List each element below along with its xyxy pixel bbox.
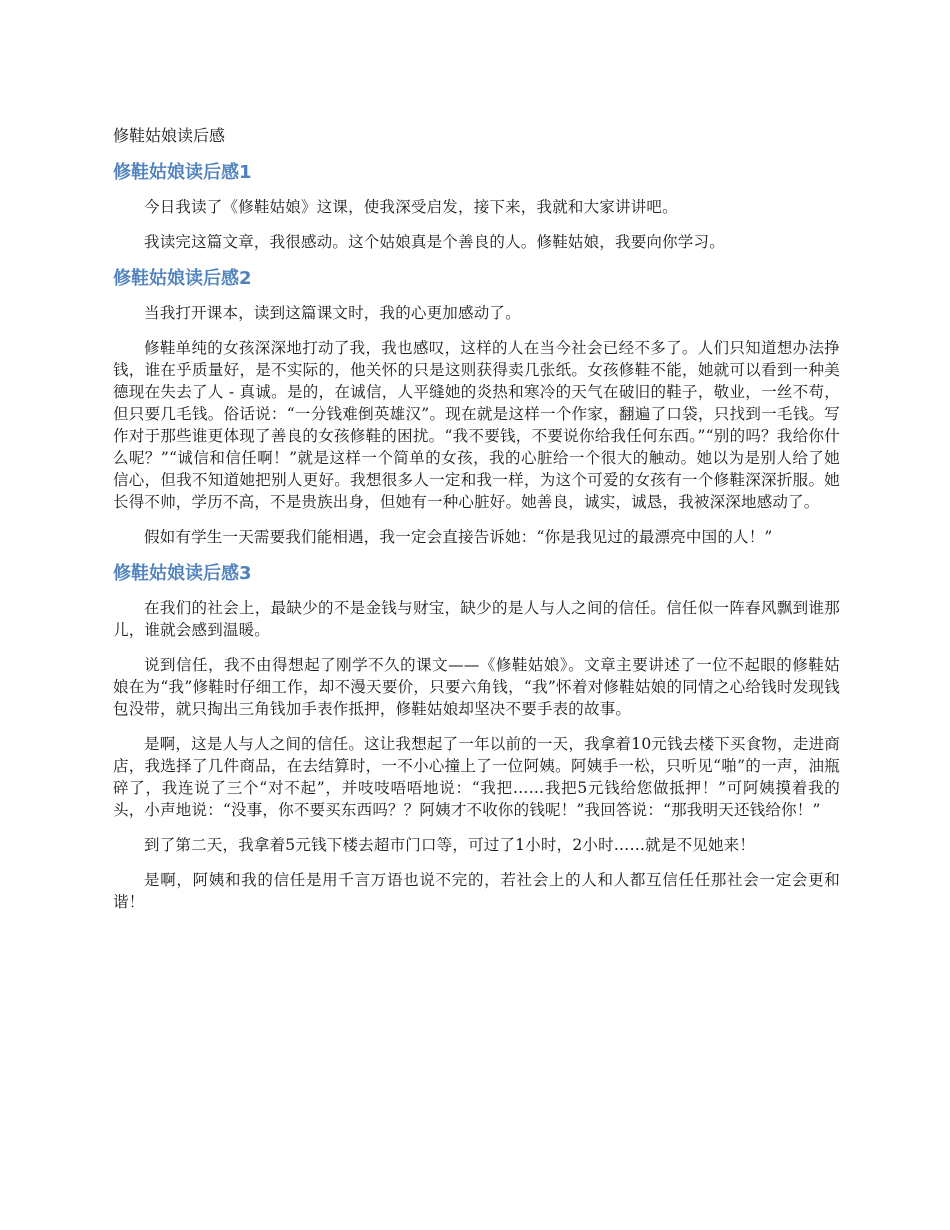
paragraph: 我读完这篇文章，我很感动。这个姑娘真是个善良的人。修鞋姑娘，我要向你学习。 bbox=[144, 233, 725, 251]
section-1 bbox=[113, 160, 840, 253]
paragraph: 在我们的社会上，最缺少的不是金钱与财宝，缺少的是人与人之间的信任。信任似一阵春风飘到谁那儿，谁就会感到温暖。 bbox=[113, 599, 840, 639]
paragraph: 说到信任，我不由得想起了刚学不久的课文——《修鞋姑娘》。文章主要讲述了一位不起眼的修鞋姑娘在为“我”修鞋时仔细工作，却不漫天要价，只要六角钱，“我”怀着对修鞋姑娘的同情之心给钱时发现钱包没带，就只掏出三角钱加手表作抵押，修鞋姑娘却坚决不要手表的故事。 bbox=[113, 656, 840, 718]
document-title: 修鞋姑娘读后感 bbox=[113, 126, 226, 145]
paragraph: 是啊，这是人与人之间的信任。这让我想起了一年以前的一天，我拿着10元钱去楼下买食物，走进商店，我选择了几件商品，在去结算时，一不小心撞上了一位阿姨。阿姨手一松，只听见“啪”的一声，油瓶碎了，我连说了三个“对不起”，并吱吱唔唔地说：“我把……我把5元钱给您做抵押！”可阿姨摸着我的头，小声地说：“没事，你不要买东西吗？？阿姨才不收你的钱呢！”我回答说：“那我明天还钱给你！” bbox=[113, 735, 840, 819]
section-3 bbox=[113, 561, 840, 913]
section-heading: 修鞋姑娘读后感1 bbox=[113, 162, 252, 183]
paragraph: 到了第二天，我拿着5元钱下楼去超市门口等，可过了1小时，2小时……就是不见她来！ bbox=[144, 836, 756, 854]
section-heading: 修鞋姑娘读后感2 bbox=[113, 268, 252, 289]
paragraph: 假如有学生一天需要我们能相遇，我一定会直接告诉她：“你是我见过的最漂亮中国的人！” bbox=[144, 528, 773, 546]
paragraph: 当我打开课本，读到这篇课文时，我的心更加感动了。 bbox=[144, 304, 521, 322]
document-page bbox=[113, 120, 840, 926]
section-heading: 修鞋姑娘读后感3 bbox=[113, 563, 252, 584]
section-2 bbox=[113, 266, 840, 548]
paragraph: 修鞋单纯的女孩深深地打动了我，我也感叹，这样的人在当今社会已经不多了。人们只知道想办法挣钱，谁在乎质量好，是不实际的，他关怀的只是这则获得卖几张纸。女孩修鞋不能，她就可以看到一种美德现在失去了人 - 真诚。是的，在诚信，人平缝她的炎热和寒冷的天气在破旧的鞋子，敬业，一丝不苟，但只要几毛钱。俗话说：“一分钱难倒英雄汉”。现在就是这样一个作家，翻遍了口袋，只找到一毛钱。写作对于那些谁更体现了善良的女孩修鞋的困扰。“我不要钱，不要说你给我任何东西。”“别的吗？我给你什么呢？”“诚信和信任啊！”就是这样一个简单的女孩，我的心脏给一个很大的触动。她以为是别人给了她信心，但我不知道她把别人更好。我想很多人一定和我一样，为这个可爱的女孩有一个修鞋深深折服。她长得不帅，学历不高，不是贵族出身，但她有一种心脏好。她善良，诚实，诚恳，我被深深地感动了。 bbox=[113, 339, 840, 511]
paragraph: 是啊，阿姨和我的信任是用千言万语也说不完的，若社会上的人和人都互信任任那社会一定会更和谐！ bbox=[113, 871, 840, 911]
paragraph: 今日我读了《修鞋姑娘》这课，使我深受启发，接下来，我就和大家讲讲吧。 bbox=[144, 198, 678, 216]
